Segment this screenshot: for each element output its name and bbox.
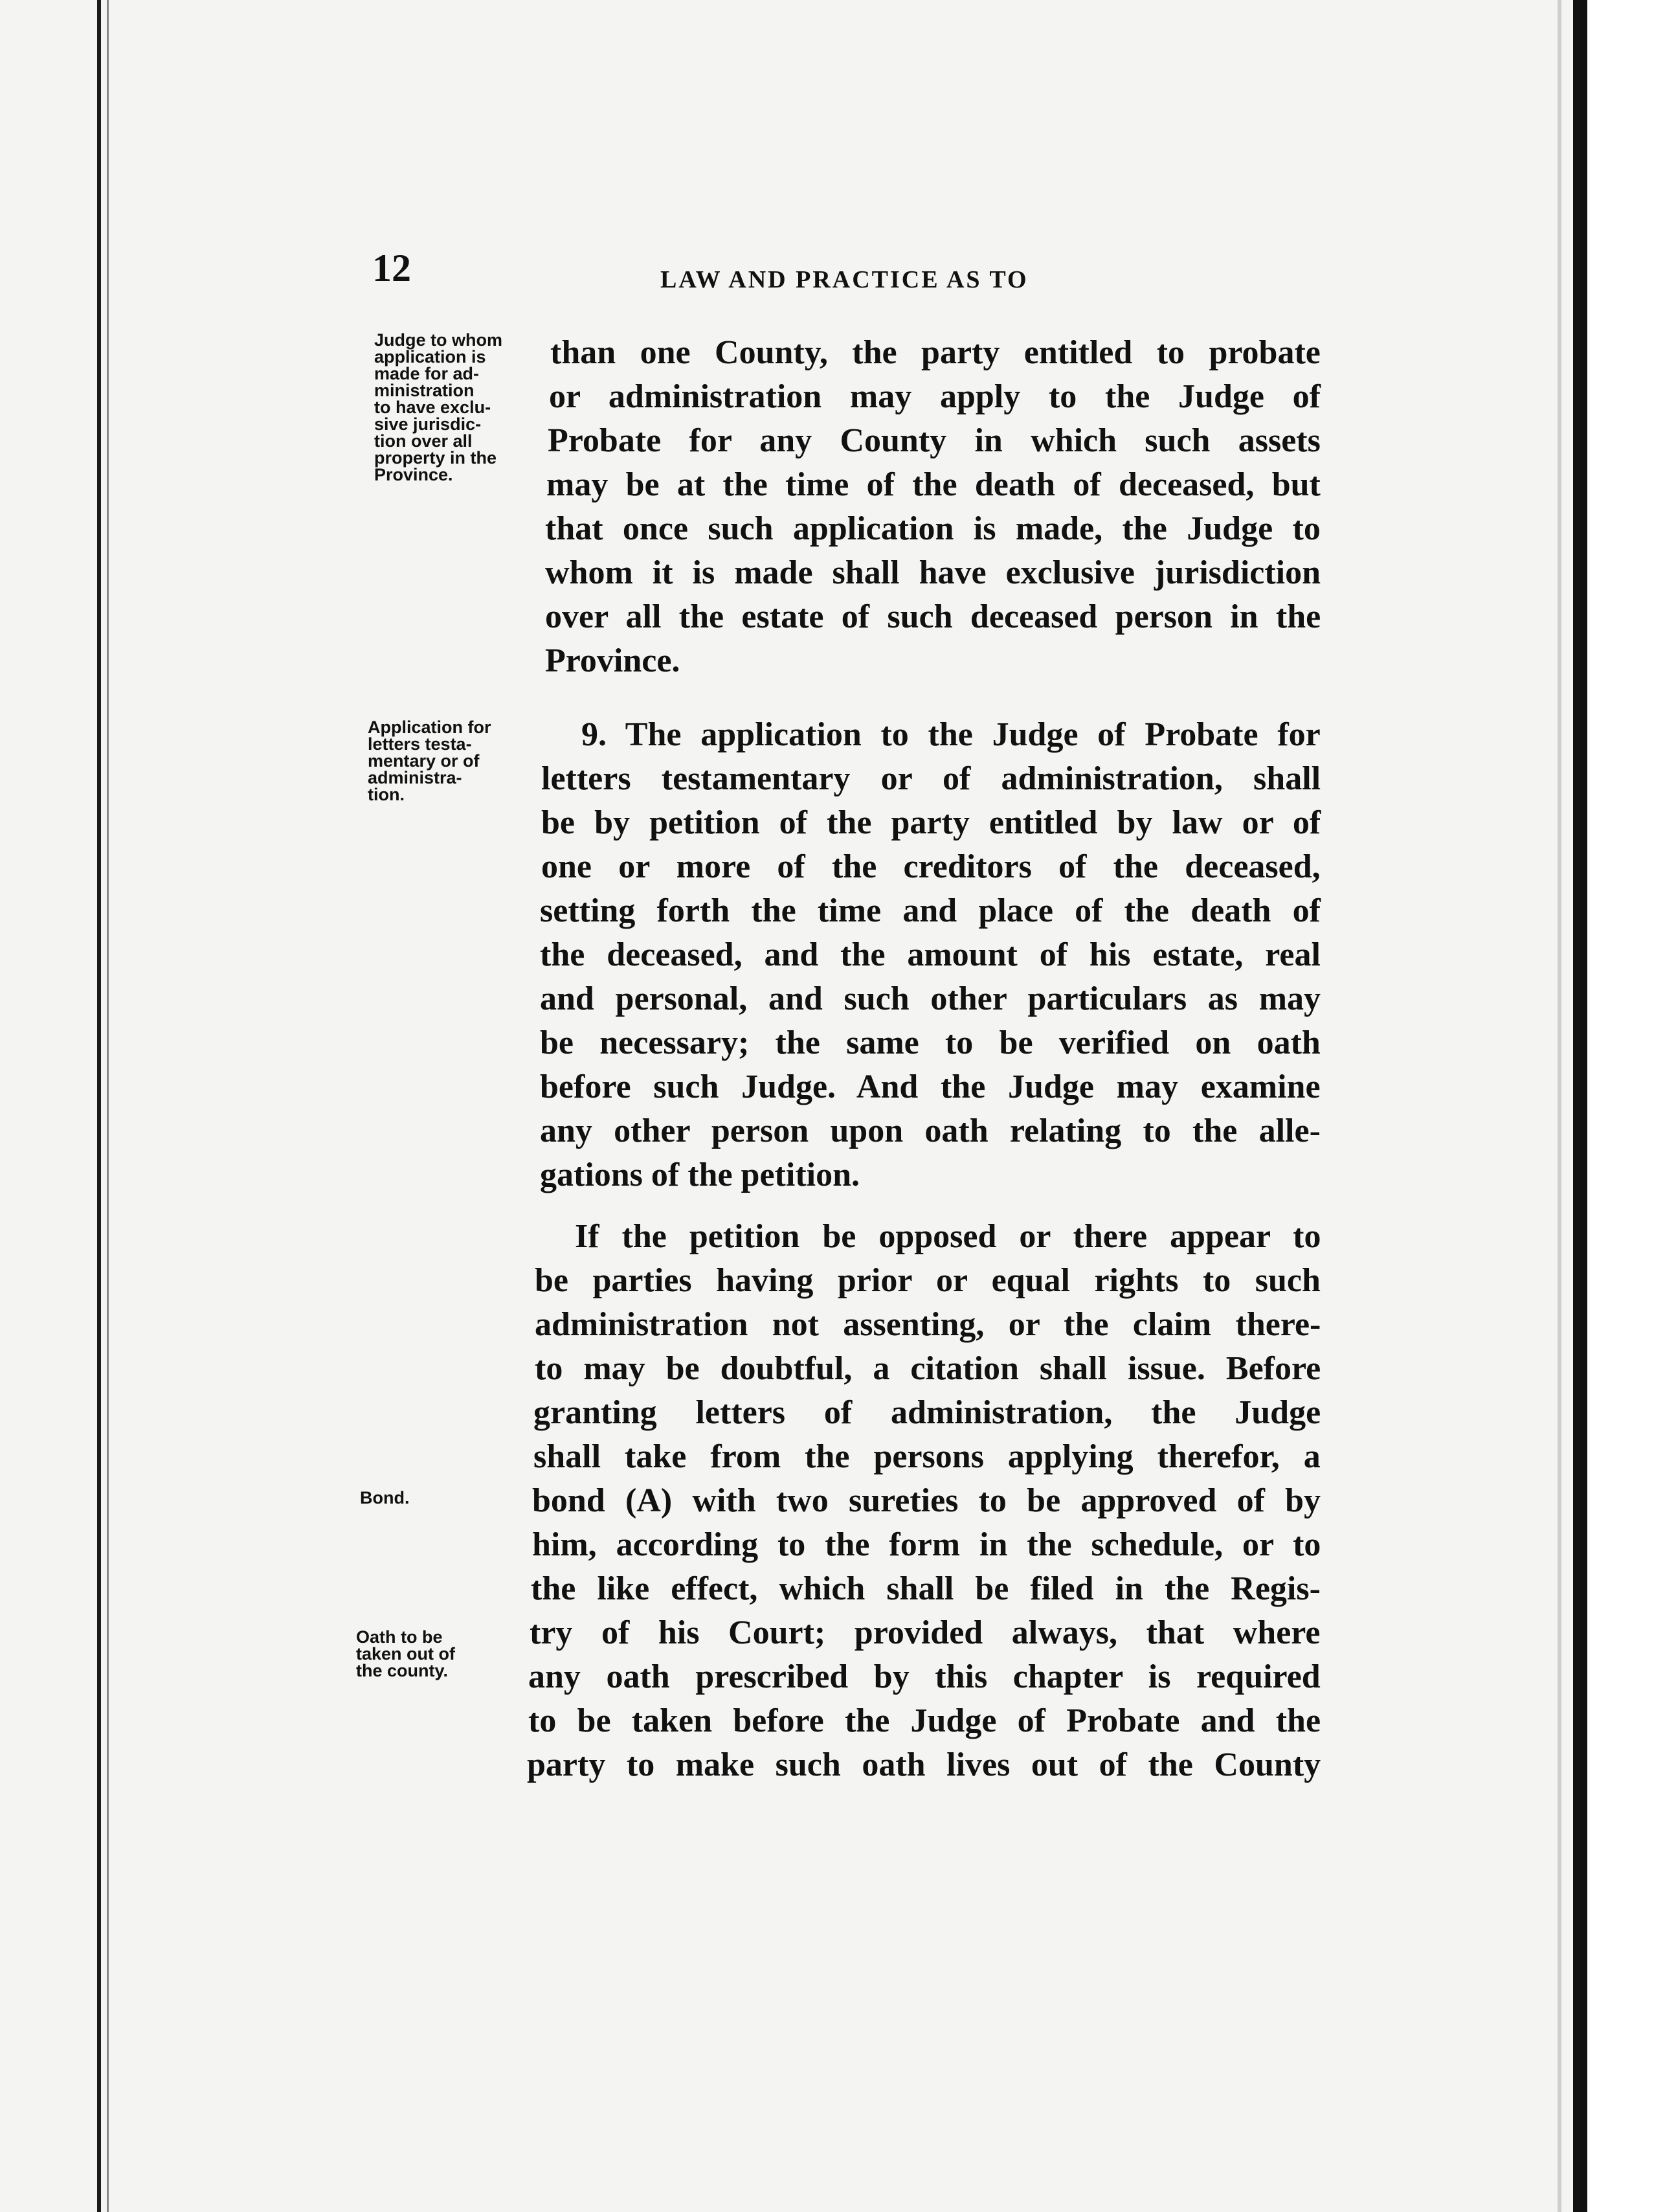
page-edge-rule <box>97 0 101 2212</box>
page-edge-rule <box>1573 0 1587 2212</box>
side-note-line: administra- <box>368 768 462 787</box>
body-line: the deceased, and the amount of his estate, real <box>540 936 1321 973</box>
body-line: Probate for any County in which such assets <box>548 422 1321 459</box>
body-line: any other person upon oath relating to the alle- <box>540 1112 1321 1149</box>
body-line: than one County, the party entitled to probate <box>550 334 1321 371</box>
body-line: administration not assenting, or the claim there- <box>535 1306 1321 1343</box>
body-line: gations of the petition. <box>540 1157 860 1193</box>
body-line: any oath prescribed by this chapter is required <box>528 1658 1321 1695</box>
side-note-line: to have exclu- <box>374 398 491 417</box>
side-note-line: Oath to be <box>356 1627 443 1647</box>
body-line: party to make such oath lives out of the County <box>527 1746 1321 1783</box>
body-line: setting forth the time and place of the death of <box>540 892 1321 929</box>
side-note-line: tion. <box>368 785 405 804</box>
body-line: may be at the time of the death of deceased, but <box>546 466 1321 503</box>
side-note-line: Application for <box>368 717 491 737</box>
side-note-line: tion over all <box>374 431 473 451</box>
side-note-line: taken out of <box>356 1644 455 1664</box>
body-line: bond (A) with two sureties to be approved of by <box>532 1482 1321 1519</box>
body-line: to may be doubtful, a citation shall issue. Before <box>535 1350 1321 1387</box>
page-edge-shadow <box>1558 0 1561 2212</box>
body-line: him, according to the form in the schedule, or to <box>532 1526 1321 1563</box>
running-title: LAW AND PRACTICE AS TO <box>660 266 1029 293</box>
body-line: that once such application is made, the Judge to <box>545 510 1321 547</box>
body-line: be parties having prior or equal rights to such <box>535 1262 1321 1299</box>
side-note-line: application is <box>374 347 486 367</box>
side-note-line: sive jurisdic- <box>374 414 482 434</box>
side-note-line: ministration <box>374 381 475 400</box>
side-note-line: letters testa- <box>368 734 472 754</box>
side-note-line: mentary or of <box>368 751 480 771</box>
side-note-line: made for ad- <box>374 364 480 383</box>
side-note-line: Judge to whom <box>374 330 502 350</box>
body-line: one or more of the creditors of the deceased, <box>541 848 1321 885</box>
body-line: and personal, and such other particulars as may <box>540 980 1321 1017</box>
body-line: letters testamentary or of administration, shall <box>541 760 1321 797</box>
body-line: be by petition of the party entitled by law or of <box>541 804 1321 841</box>
body-line: the like effect, which shall be filed in the Regis- <box>531 1570 1321 1607</box>
side-note-line: Province. <box>374 465 453 484</box>
page-number: 12 <box>372 247 411 289</box>
body-line: If the petition be opposed or there appear to <box>575 1218 1321 1255</box>
side-note-line: property in the <box>374 448 497 468</box>
body-line: over all the estate of such deceased person in the <box>545 598 1321 635</box>
body-line: try of his Court; provided always, that where <box>530 1614 1321 1651</box>
body-line: whom it is made shall have exclusive jurisdiction <box>545 554 1321 591</box>
body-line: before such Judge. And the Judge may examine <box>540 1068 1321 1105</box>
body-line: or administration may apply to the Judge of <box>549 378 1321 415</box>
body-line: be necessary; the same to be verified on oath <box>540 1024 1321 1061</box>
body-line: to be taken before the Judge of Probate and the <box>528 1702 1321 1739</box>
scan-margin <box>1587 0 1665 2212</box>
body-line: shall take from the persons applying therefor, a <box>533 1438 1321 1475</box>
page-edge-rule <box>107 0 109 2212</box>
body-line: 9. The application to the Judge of Probate for <box>581 716 1321 753</box>
side-note-line: Bond. <box>360 1488 410 1507</box>
side-note-line: the county. <box>356 1661 449 1680</box>
body-line: granting letters of administration, the Judge <box>533 1394 1321 1431</box>
body-line: Province. <box>545 642 680 679</box>
